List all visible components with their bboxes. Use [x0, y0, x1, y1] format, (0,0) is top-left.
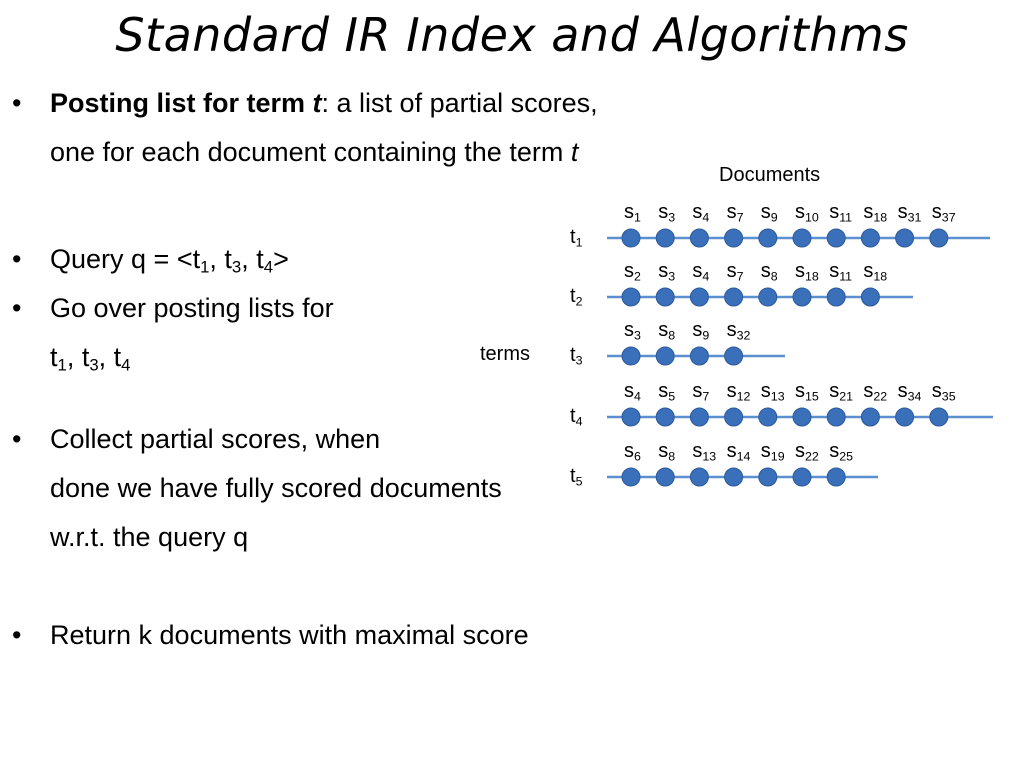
query-sep-1: , t — [209, 244, 232, 274]
document-label: $s_{22}$ — [863, 380, 888, 404]
posting-entry-dot — [896, 229, 914, 247]
posting-entry-dot — [827, 229, 845, 247]
posting-entry-dot — [690, 347, 708, 365]
terms-label: terms — [480, 343, 530, 365]
posting-entry-dot — [690, 468, 708, 486]
posting-entry-dot — [759, 468, 777, 486]
document-label: $s_{19}$ — [760, 440, 785, 464]
document-label: $s_{11}$ — [829, 260, 853, 284]
posting-entry-dot — [656, 229, 674, 247]
posting-entry-dot — [725, 347, 743, 365]
go-over-sub-1: 1 — [57, 355, 67, 375]
document-label: $s_{18}$ — [795, 260, 819, 284]
document-label: $s_6$ — [624, 440, 641, 464]
bullet-marker: • — [12, 244, 22, 274]
go-over-term: t — [50, 342, 58, 372]
document-label: $s_2$ — [624, 260, 641, 284]
document-label: $s_8$ — [760, 260, 778, 284]
posting-entry-dot — [827, 288, 845, 306]
bullet-go-over-line1: Go over posting lists for — [50, 293, 334, 323]
query-sep-2: , t — [241, 244, 264, 274]
document-label: $s_9$ — [692, 319, 710, 343]
document-label: $s_9$ — [760, 201, 778, 225]
document-label: $s_5$ — [658, 380, 676, 404]
posting-bold-term: t — [312, 88, 322, 118]
document-label: $s_{21}$ — [829, 380, 853, 404]
bullet-query — [50, 244, 289, 277]
posting-entry-dot — [793, 229, 811, 247]
document-label: $s_4$ — [692, 201, 710, 225]
bullet-collect-line1: Collect partial scores, when — [50, 424, 381, 454]
go-over-sub-3: 4 — [121, 355, 131, 375]
document-label: $s_8$ — [658, 319, 676, 343]
posting-entry-dot — [690, 408, 708, 426]
document-label: $s_{22}$ — [795, 440, 819, 464]
posting-entry-dot — [861, 288, 879, 306]
bullet-go-over-line2 — [50, 342, 131, 375]
posting-entry-dot — [690, 288, 708, 306]
query-suffix: > — [273, 244, 289, 274]
term-label: $t_1$ — [570, 226, 583, 250]
posting-entry-dot — [725, 229, 743, 247]
posting-line2-term: t — [570, 137, 579, 167]
document-label: $s_{11}$ — [829, 201, 853, 225]
posting-entry-dot — [725, 408, 743, 426]
bullet-marker: • — [12, 293, 22, 323]
posting-entry-dot — [793, 288, 811, 306]
posting-line2-text: one for each document containing the term — [50, 137, 571, 167]
posting-rest-text: : a list of partial scores, — [321, 88, 598, 118]
document-label: $s_4$ — [692, 260, 710, 284]
posting-entry-dot — [656, 468, 674, 486]
document-label: $s_8$ — [658, 440, 676, 464]
posting-entry-dot — [622, 288, 640, 306]
posting-entry-dot — [725, 288, 743, 306]
term-label: $t_3$ — [570, 344, 583, 368]
go-over-sep-2: , t — [98, 342, 122, 372]
bullet-posting-line2 — [50, 139, 578, 166]
document-label: $s_{25}$ — [829, 440, 853, 464]
term-label: $t_4$ — [570, 405, 583, 429]
document-label: $s_3$ — [658, 201, 676, 225]
posting-entry-dot — [759, 288, 777, 306]
go-over-sep-1: , t — [66, 342, 90, 372]
document-label: $s_4$ — [624, 380, 641, 404]
posting-entry-dot — [793, 468, 811, 486]
posting-entry-dot — [827, 468, 845, 486]
document-label: $s_{32}$ — [726, 319, 751, 343]
slide-title: Standard IR Index and Algorithms — [115, 8, 909, 62]
posting-entry-dot — [622, 347, 640, 365]
document-label: $s_{15}$ — [795, 380, 819, 404]
bullet-posting-line1 — [50, 90, 598, 117]
document-label: $s_7$ — [726, 201, 744, 225]
document-label: $s_3$ — [624, 319, 641, 343]
documents-label: Documents — [719, 164, 821, 186]
term-label: $t_5$ — [570, 465, 583, 489]
document-label: $s_1$ — [624, 201, 641, 225]
posting-entry-dot — [759, 229, 777, 247]
document-label: $s_{18}$ — [863, 201, 888, 225]
posting-entry-dot — [725, 468, 743, 486]
posting-entry-dot — [759, 408, 777, 426]
query-sub-2: 3 — [231, 257, 242, 277]
posting-entry-dot — [656, 288, 674, 306]
document-label: $s_{10}$ — [795, 201, 819, 225]
posting-entry-dot — [861, 229, 879, 247]
query-sub-1: 1 — [200, 257, 210, 277]
document-label: $s_{35}$ — [931, 380, 956, 404]
posting-bold-text: Posting list for term — [50, 88, 313, 118]
posting-entry-dot — [622, 468, 640, 486]
document-label: $s_{37}$ — [931, 201, 956, 225]
posting-entry-dot — [656, 347, 674, 365]
go-over-sub-2: 3 — [89, 355, 99, 375]
posting-entry-dot — [827, 408, 845, 426]
document-label: $s_{13}$ — [760, 380, 785, 404]
bullet-posting-bold — [50, 88, 322, 118]
bullet-return: Return k documents with maximal score — [50, 620, 529, 650]
posting-entry-dot — [622, 229, 640, 247]
document-label: $s_{13}$ — [692, 440, 717, 464]
posting-entry-dot — [930, 229, 948, 247]
document-label: $s_{12}$ — [726, 380, 751, 404]
posting-entry-dot — [656, 408, 674, 426]
bullet-collect-line2: done we have fully scored documents — [50, 473, 502, 503]
posting-entry-dot — [930, 408, 948, 426]
posting-entry-dot — [622, 408, 640, 426]
query-sub-3: 4 — [263, 257, 274, 277]
bullet-marker: • — [12, 424, 22, 454]
document-label: $s_{34}$ — [897, 380, 922, 404]
document-label: $s_{14}$ — [726, 440, 751, 464]
document-label: $s_7$ — [692, 380, 710, 404]
posting-entry-dot — [690, 229, 708, 247]
document-label: $s_7$ — [726, 260, 744, 284]
document-label: $s_3$ — [658, 260, 676, 284]
posting-entry-dot — [896, 408, 914, 426]
bullet-collect-line3: w.r.t. the query q — [50, 522, 249, 552]
posting-entry-dot — [861, 408, 879, 426]
bullet-marker: • — [12, 88, 22, 118]
document-label: $s_{18}$ — [863, 260, 888, 284]
posting-entry-dot — [793, 408, 811, 426]
query-prefix: Query q = <t — [50, 244, 201, 274]
document-label: $s_{31}$ — [897, 201, 922, 225]
bullet-marker: • — [12, 620, 22, 650]
term-label: $t_2$ — [570, 285, 583, 309]
